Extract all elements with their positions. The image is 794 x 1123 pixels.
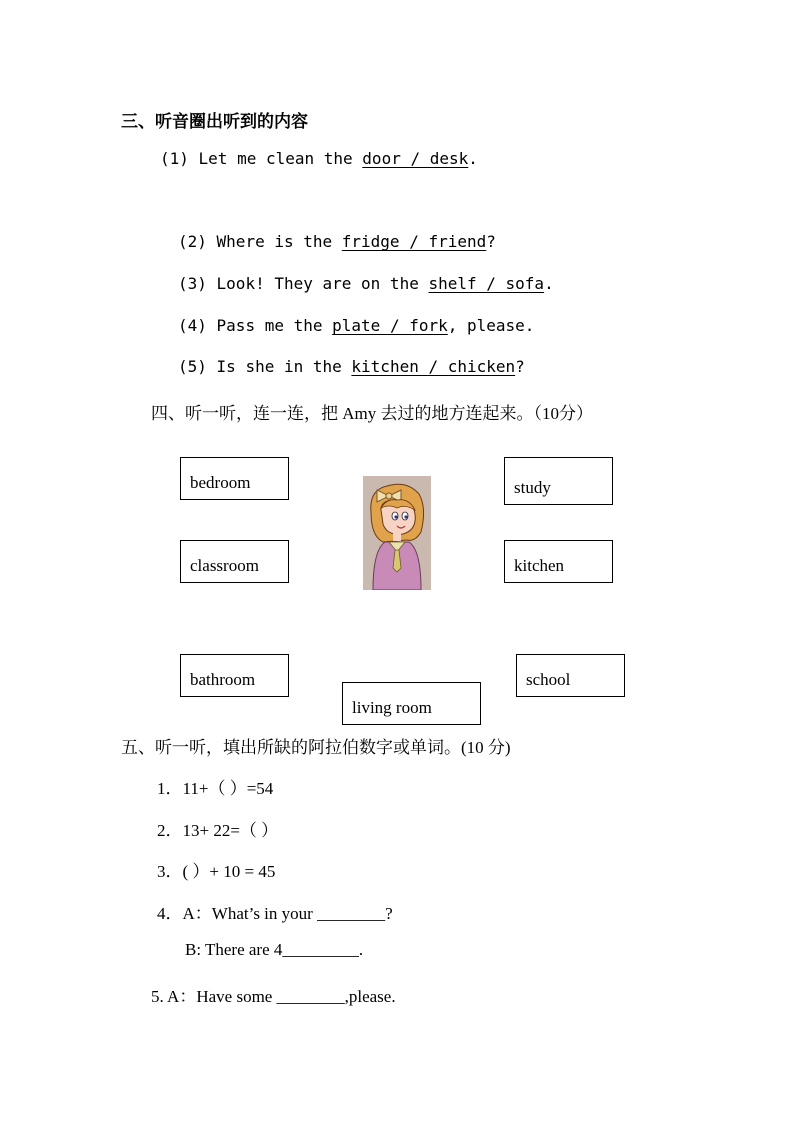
- place-label: classroom: [190, 556, 259, 575]
- question-text: Is she in the: [206, 357, 352, 376]
- amy-illustration: [363, 476, 431, 590]
- fill-item-4a: 4．A：What’s in your ________?: [157, 904, 393, 923]
- place-label: bedroom: [190, 473, 251, 492]
- fill-item-4b: B: There are 4_________.: [185, 940, 364, 959]
- place-box-kitchen: [504, 540, 613, 583]
- question-text: Let me clean the: [188, 149, 363, 168]
- question-text-end: .: [544, 274, 554, 293]
- question-number: (2): [178, 232, 207, 251]
- answer-choice: fridge / friend: [341, 232, 487, 251]
- question-text: Where is the: [206, 232, 342, 251]
- question-3: [178, 274, 554, 293]
- section3-title: 三、听音圈出听到的内容: [121, 112, 308, 131]
- place-label: living room: [352, 698, 432, 717]
- place-label: school: [526, 670, 571, 689]
- question-4: [178, 316, 534, 335]
- place-box-living-room: [342, 682, 481, 725]
- section5-title: 五、听一听，填出所缺的阿拉伯数字或单词。(10 分): [121, 738, 511, 757]
- question-text-end: ?: [515, 357, 525, 376]
- question-text-end: , please.: [447, 316, 535, 335]
- question-number: (4): [178, 316, 207, 335]
- fill-item-1: 1．11+（ ）=54: [157, 779, 274, 798]
- section4-title: 四、听一听，连一连，把 Amy 去过的地方连起来。（10分）: [151, 404, 593, 423]
- question-text: Pass me the: [206, 316, 333, 335]
- question-number: (1): [160, 149, 189, 168]
- question-2: [178, 232, 496, 251]
- question-number: (5): [178, 357, 207, 376]
- question-text-end: ?: [486, 232, 496, 251]
- answer-choice: kitchen / chicken: [351, 357, 516, 376]
- fill-item-3: 3．( ）+ 10 = 45: [157, 862, 276, 881]
- place-box-study: [504, 457, 613, 505]
- question-text-end: .: [468, 149, 478, 168]
- fill-item-2: 2．13+ 22=（ ）: [157, 821, 279, 840]
- answer-choice: shelf / sofa: [428, 274, 545, 293]
- question-text: Look! They are on the: [206, 274, 429, 293]
- place-label: kitchen: [514, 556, 565, 575]
- place-label: study: [514, 478, 551, 497]
- answer-choice: plate / fork: [332, 316, 448, 335]
- place-label: bathroom: [190, 670, 256, 689]
- place-box-bathroom: [180, 654, 289, 697]
- answer-choice: door / desk: [362, 149, 469, 168]
- question-number: (3): [178, 274, 207, 293]
- question-1: [160, 149, 478, 168]
- place-box-school: [516, 654, 625, 697]
- question-5: [178, 357, 525, 376]
- fill-item-5: 5. A：Have some ________,please.: [151, 987, 396, 1006]
- place-box-classroom: [180, 540, 289, 583]
- place-box-bedroom: [180, 457, 289, 500]
- amy-picture: [363, 476, 431, 590]
